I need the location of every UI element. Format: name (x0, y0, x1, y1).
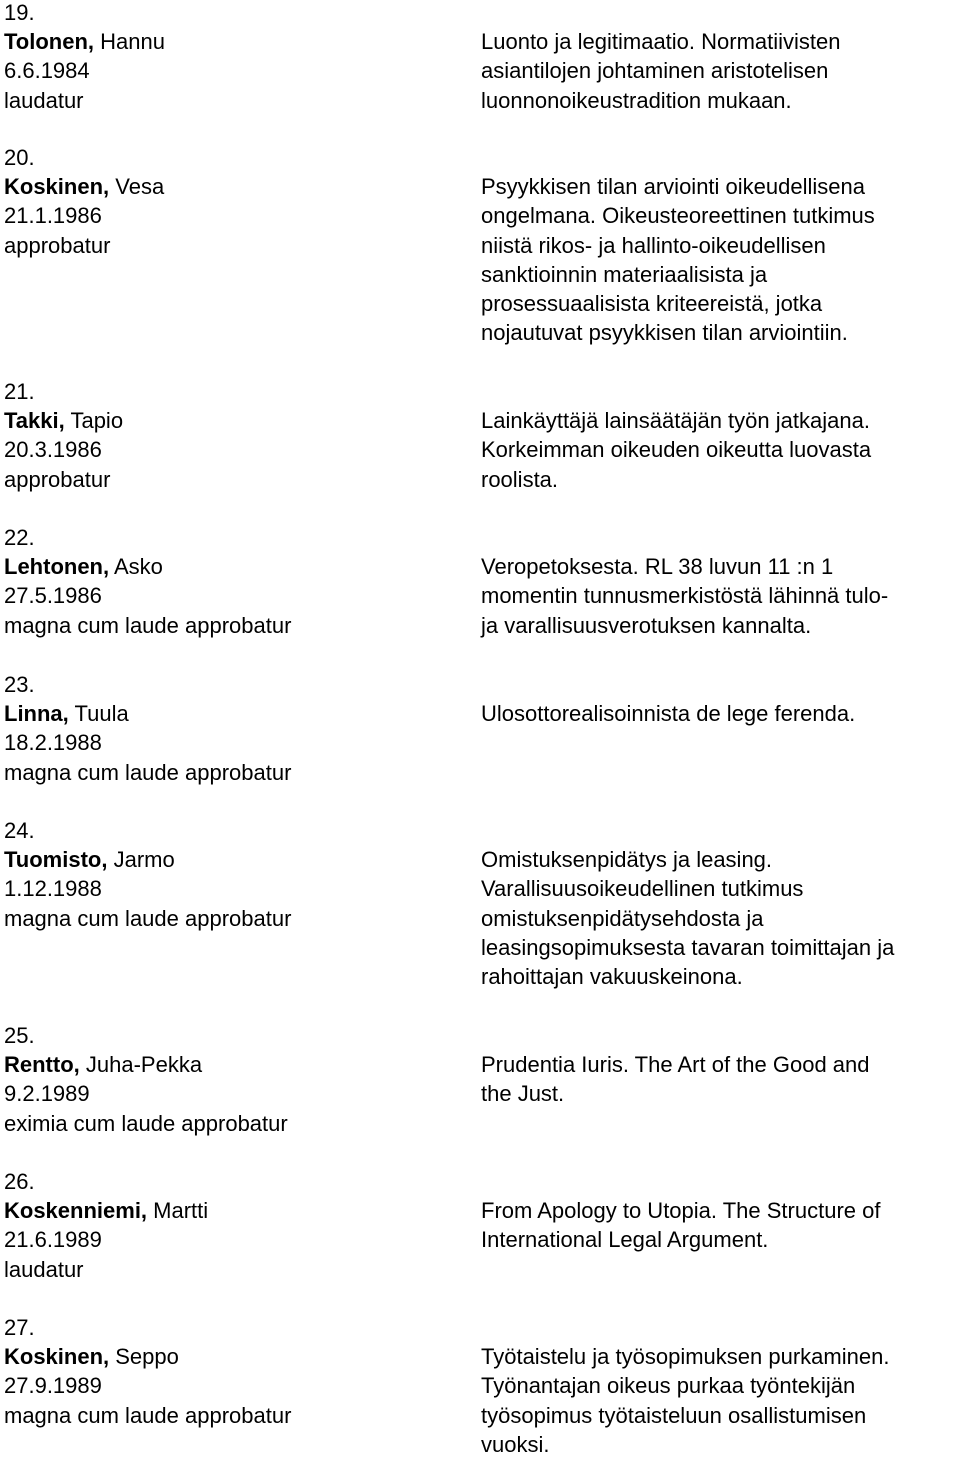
title-line: Psyykkisen tilan arviointi oikeudellisena (481, 174, 865, 200)
title-line: Korkeimman oikeuden oikeutta luovasta (481, 437, 872, 463)
author-name (4, 552, 474, 581)
approval-date: 27.9.1989 (4, 1373, 102, 1399)
author-surname: Koskinen, (4, 174, 110, 200)
author-given-name: Asko (109, 554, 163, 580)
title-line: rahoittajan vakuuskeinona. (481, 963, 743, 989)
grade: approbatur (4, 232, 111, 258)
author-surname: Tolonen, (4, 29, 95, 55)
grade: laudatur (4, 1256, 84, 1282)
approval-date: 27.5.1986 (4, 583, 102, 609)
author-surname: Linna, (4, 701, 69, 727)
entry-number: 23. (4, 672, 35, 697)
author-name (4, 845, 474, 874)
title-line: omistuksenpidätysehdosta ja (481, 905, 764, 931)
author-block (4, 670, 474, 787)
author-name (4, 27, 474, 56)
author-surname: Rentto, (4, 1052, 80, 1078)
author-block (4, 523, 474, 640)
author-given-name: Vesa (109, 174, 165, 200)
thesis-title (481, 523, 959, 640)
entry-number: 25. (4, 1023, 35, 1048)
entry-number: 21. (4, 379, 35, 404)
author-surname: Tuomisto, (4, 847, 108, 873)
author-name (4, 172, 474, 201)
title-line: Lainkäyttäjä lainsäätäjän työn jatkajana. (481, 408, 870, 434)
author-block (4, 1313, 474, 1430)
title-line: luonnonoikeustradition mukaan. (481, 87, 792, 113)
author-given-name: Jarmo (107, 847, 175, 873)
author-given-name: Tuula (68, 701, 129, 727)
thesis-title (481, 1021, 959, 1109)
author-block (4, 816, 474, 933)
entry-number: 19. (4, 0, 35, 25)
thesis-title (481, 816, 959, 991)
title-line: nojautuvat psyykkisen tilan arviointiin. (481, 320, 848, 346)
author-block (4, 1167, 474, 1284)
entry-number: 27. (4, 1315, 35, 1340)
title-line: työsopimus työtaisteluun osallistumisen (481, 1402, 867, 1428)
grade: magna cum laude approbatur (4, 905, 292, 931)
title-line: roolista. (481, 466, 559, 492)
title-line: niistä rikos- ja hallinto-oikeudellisen (481, 232, 826, 258)
author-name (4, 406, 474, 435)
author-given-name: Juha-Pekka (79, 1052, 203, 1078)
title-line: momentin tunnusmerkistöstä lähinnä tulo- (481, 583, 889, 609)
approval-date: 20.3.1986 (4, 437, 102, 463)
author-surname: Koskinen, (4, 1344, 110, 1370)
author-surname: Lehtonen, (4, 554, 110, 580)
grade: eximia cum laude approbatur (4, 1110, 288, 1136)
title-line: vuoksi. (481, 1431, 550, 1457)
title-line: sanktioinnin materiaalisista ja (481, 261, 768, 287)
title-line: Prudentia Iuris. The Art of the Good and (481, 1052, 870, 1078)
author-surname: Koskenniemi, (4, 1198, 148, 1224)
grade: approbatur (4, 466, 111, 492)
title-line: leasingsopimuksesta tavaran toimittajan ja (481, 934, 895, 960)
title-line: ongelmana. Oikeusteoreettinen tutkimus (481, 203, 875, 229)
title-line: International Legal Argument. (481, 1227, 769, 1253)
thesis-title (481, 1167, 959, 1255)
approval-date: 21.1.1986 (4, 203, 102, 229)
approval-date: 9.2.1989 (4, 1081, 90, 1107)
author-surname: Takki, (4, 408, 65, 434)
thesis-title (481, 0, 959, 115)
title-line: Ulosottorealisoinnista de lege ferenda. (481, 701, 856, 727)
author-given-name: Martti (147, 1198, 209, 1224)
title-line: the Just. (481, 1081, 565, 1107)
author-block (4, 377, 474, 494)
title-line: asiantilojen johtaminen aristotelisen (481, 58, 829, 84)
title-line: From Apology to Utopia. The Structure of (481, 1198, 881, 1224)
approval-date: 21.6.1989 (4, 1227, 102, 1253)
author-given-name: Tapio (64, 408, 124, 434)
title-line: prosessuaalisista kriteereistä, jotka (481, 290, 823, 316)
grade: magna cum laude approbatur (4, 1402, 292, 1428)
author-name (4, 699, 474, 728)
author-given-name: Hannu (94, 29, 165, 55)
grade: magna cum laude approbatur (4, 612, 292, 638)
approval-date: 1.12.1988 (4, 876, 102, 902)
approval-date: 18.2.1988 (4, 730, 102, 756)
title-line: Varallisuusoikeudellinen tutkimus (481, 876, 804, 902)
title-line: Työnantajan oikeus purkaa työntekijän (481, 1373, 856, 1399)
title-line: Veropetoksesta. RL 38 luvun 11 :n 1 (481, 554, 834, 580)
author-name (4, 1342, 474, 1371)
thesis-title (481, 143, 959, 347)
author-name (4, 1050, 474, 1079)
grade: laudatur (4, 87, 84, 113)
grade: magna cum laude approbatur (4, 759, 292, 785)
author-block (4, 0, 474, 115)
title-line: Työtaistelu ja työsopimuksen purkaminen. (481, 1344, 890, 1370)
entry-number: 20. (4, 145, 35, 170)
author-name (4, 1196, 474, 1225)
author-block (4, 1021, 474, 1138)
approval-date: 6.6.1984 (4, 58, 90, 84)
title-line: Luonto ja legitimaatio. Normatiivisten (481, 29, 841, 55)
thesis-title (481, 377, 959, 494)
title-line: ja varallisuusverotuksen kannalta. (481, 612, 812, 638)
author-block (4, 143, 474, 260)
entry-number: 26. (4, 1169, 35, 1194)
thesis-title (481, 670, 959, 728)
author-given-name: Seppo (109, 1344, 179, 1370)
thesis-title (481, 1313, 959, 1459)
entry-number: 22. (4, 525, 35, 550)
entry-number: 24. (4, 818, 35, 843)
title-line: Omistuksenpidätys ja leasing. (481, 847, 773, 873)
